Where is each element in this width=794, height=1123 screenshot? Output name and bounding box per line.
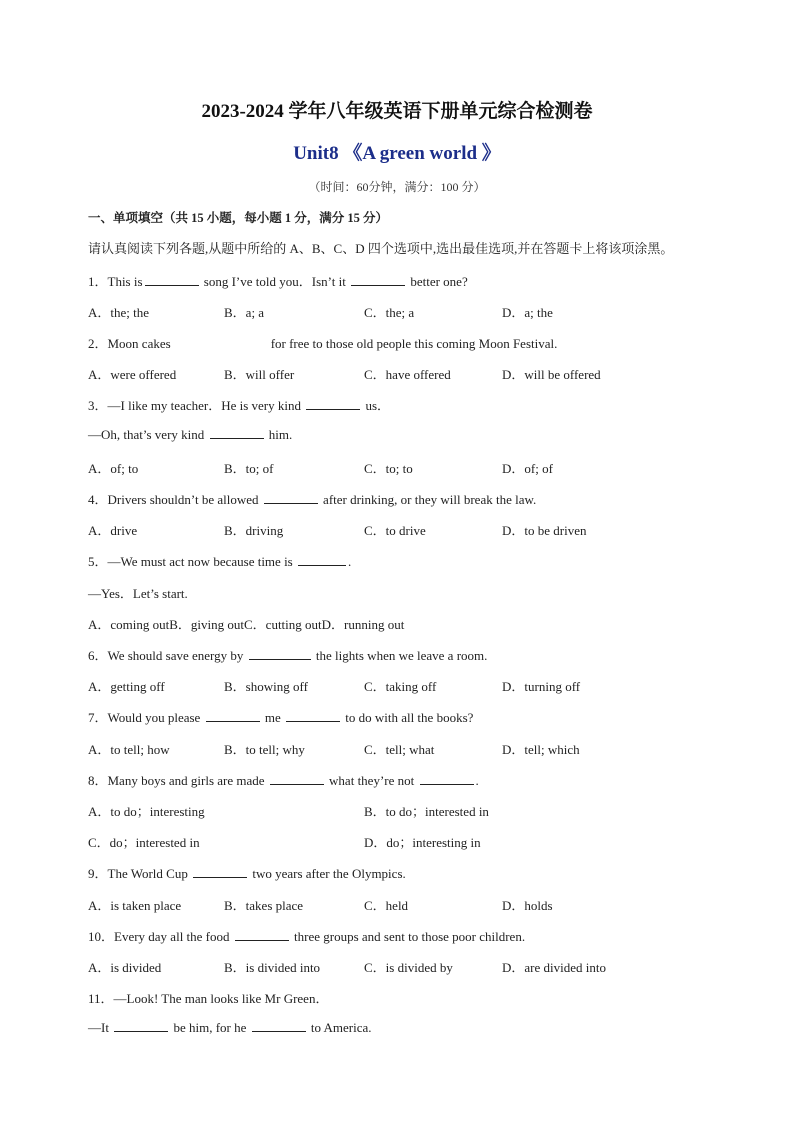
option-d: D．are divided into bbox=[502, 960, 606, 975]
question-6-options bbox=[88, 676, 728, 694]
question-10-options bbox=[88, 957, 728, 975]
question-7: 7．Would you please me to do with all the books? bbox=[88, 710, 474, 725]
question-8: 8．Many boys and girls are made what they’re not . bbox=[88, 773, 479, 788]
option-d: D．do；interesting in bbox=[364, 835, 481, 850]
option-c: C．taking off bbox=[364, 679, 437, 694]
option-d: D．holds bbox=[502, 898, 553, 913]
option-b: B．a; a bbox=[224, 305, 265, 320]
option-a: A．to tell; how bbox=[88, 742, 170, 757]
option-c: C．do；interested in bbox=[88, 835, 200, 850]
question-3: 3．—I like my teacher．He is very kind us． bbox=[88, 398, 391, 413]
question-9-options bbox=[88, 895, 728, 913]
answer-blank bbox=[235, 928, 289, 941]
option-b: B．showing off bbox=[224, 679, 308, 694]
answer-blank bbox=[210, 426, 264, 439]
option-a: A．is taken place bbox=[88, 898, 182, 913]
unit-title: Unit8 《A green world 》 bbox=[293, 143, 501, 164]
question-11: 11．—Look! The man looks like Mr Green． bbox=[88, 991, 329, 1006]
question-3-options bbox=[88, 458, 728, 476]
question-8-options-row2 bbox=[88, 832, 728, 850]
option-b: B．to do；interested in bbox=[364, 804, 489, 819]
option-d: D．turning off bbox=[502, 679, 581, 694]
answer-blank bbox=[420, 772, 474, 785]
option-c: C．to; to bbox=[364, 461, 413, 476]
question-7-options bbox=[88, 739, 728, 757]
answer-blank bbox=[351, 273, 405, 286]
option-a: A．is divided bbox=[88, 960, 162, 975]
answer-blank bbox=[270, 772, 324, 785]
question-6: 6．We should save energy by the lights when we leave a room. bbox=[88, 648, 488, 663]
question-8-options-row1 bbox=[88, 801, 728, 819]
answer-blank bbox=[252, 1019, 306, 1032]
option-c: C．the; a bbox=[364, 305, 415, 320]
question-1: 1．This is song I’ve told you．Isn’t it better one? bbox=[88, 274, 468, 289]
option-a: A．to do；interesting bbox=[88, 804, 205, 819]
option-a: A．the; the bbox=[88, 305, 150, 320]
option-a: A．getting off bbox=[88, 679, 165, 694]
exam-title: 2023-2024 学年八年级英语下册单元综合检测卷 bbox=[201, 101, 593, 122]
exam-meta: （时间：60分钟，满分：100 分） bbox=[308, 180, 486, 194]
option-a: A．were offered bbox=[88, 367, 177, 382]
option-b: B．is divided into bbox=[224, 960, 321, 975]
question-2: 2．Moon cakes for free to those old people this coming Moon Festival. bbox=[88, 336, 558, 351]
question-9: 9．The World Cup two years after the Olympics. bbox=[88, 866, 406, 881]
option-a: A．of; to bbox=[88, 461, 139, 476]
option-c: C．have offered bbox=[364, 367, 451, 382]
answer-blank bbox=[298, 553, 346, 566]
question-4: 4．Drivers shouldn’t be allowed after drinking, or they will break the law. bbox=[88, 492, 537, 507]
answer-blank bbox=[264, 491, 318, 504]
option-c: C．is divided by bbox=[364, 960, 453, 975]
answer-blank bbox=[145, 273, 199, 286]
question-5: 5．—We must act now because time is . bbox=[88, 554, 352, 569]
answer-blank bbox=[249, 647, 311, 660]
section-instruction: 请认真阅读下列各题,从题中所给的 A、B、C、D 四个选项中,选出最佳选项,并在答题卡上将该项涂黑。 bbox=[88, 241, 674, 256]
option-d: D．will be offered bbox=[502, 367, 601, 382]
option-b: B．takes place bbox=[224, 898, 304, 913]
answer-blank bbox=[114, 1019, 168, 1032]
question-2-options bbox=[88, 364, 728, 382]
option-d: D．of; of bbox=[502, 461, 553, 476]
option-d: D．to be driven bbox=[502, 523, 587, 538]
option-c: C．to drive bbox=[364, 523, 426, 538]
question-1-options bbox=[88, 302, 728, 320]
option-b: B．driving bbox=[224, 523, 284, 538]
answer-blank bbox=[206, 709, 260, 722]
answer-blank bbox=[306, 397, 360, 410]
question-10: 10．Every day all the food three groups and sent to those poor children. bbox=[88, 929, 526, 944]
option-b: B．will offer bbox=[224, 367, 295, 382]
option-d: D．a; the bbox=[502, 305, 553, 320]
question-5-reply: —Yes．Let’s start. bbox=[88, 586, 188, 601]
option-c: C．held bbox=[364, 898, 409, 913]
answer-blank bbox=[193, 865, 247, 878]
option-b: B．to; of bbox=[224, 461, 274, 476]
option-a: A．drive bbox=[88, 523, 138, 538]
option-c: C．tell; what bbox=[364, 742, 435, 757]
question-4-options bbox=[88, 520, 728, 538]
answer-blank bbox=[286, 709, 340, 722]
option-b: B．to tell; why bbox=[224, 742, 305, 757]
option-d: D．tell; which bbox=[502, 742, 580, 757]
section-heading: 一、单项填空（共 15 小题，每小题 1 分，满分 15 分） bbox=[88, 211, 389, 225]
question-11-reply: —It be him, for he to America. bbox=[88, 1020, 372, 1035]
question-5-options: A．coming outB．giving outC．cutting outD．running out bbox=[88, 617, 405, 632]
question-3-reply: —Oh, that’s very kind him. bbox=[88, 427, 293, 442]
